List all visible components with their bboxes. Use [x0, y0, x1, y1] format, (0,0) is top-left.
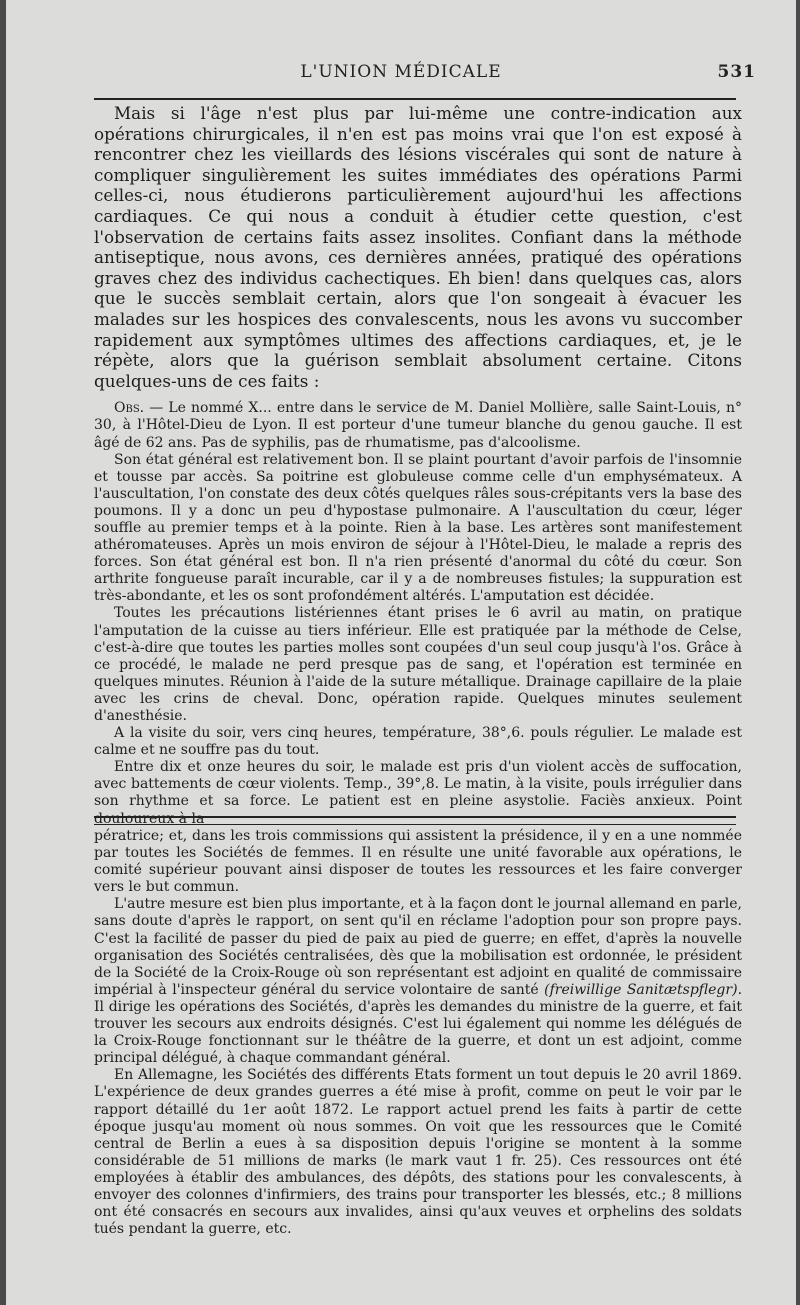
lower-paragraph-1: pératrice; et, dans les trois commissions qui assistent la présidence, il y en a une nommée par toutes les Sociétés de femmes. Il en résulte une unité favorable aux opérations, le comité supérieur pouvant ainsi disposer de toutes les ressources et les faire converger vers le but commun. — [94, 828, 742, 896]
lower-paragraph-2: L'autre mesure est bien plus importante, et à la façon dont le journal allemand en parle, sans doute d'après le rapport, on sent qu'il en réclame l'adoption pour son propre pays. C'est la facilité de passer du pied de paix au pied de guerre; en effet, d'après la nouvelle organisation des Sociétés centralisées, dès que la mobilisation est ordonnée, le président de la Société de la Croix-Rouge où son représentant est adjoint en qualité de commissaire impérial à l'inspecteur général du service volontaire de santé (freiwillige Sanitætspflegr). Il dirige les opérations des Sociétés, d'après les demandes du ministre de la guerre, et fait trouver les secours aux endroits désignés. C'est lui également qui nomme les délégués de la Croix-Rouge fonctionnant sur le théâtre de la guerre, et dont un est adjoint, comme principal délégué, à chaque commandant général. — [94, 896, 743, 1067]
intro-paragraph: Mais si l'âge n'est plus par lui-même une contre-indication aux opérations chirurgicales, il n'en est pas moins vrai que l'on est exposé à rencontrer chez les vieillards des lésions viscérales qui sont de nature à compliquer singulièrement les suites immédiates des opérations Parmi celles-ci, nous étudierons particulièrement aujourd'hui les affections cardiaques. Ce qui nous a conduit à étudier cette question, c'est l'observation de certains faits assez insolites. Confiant dans la méthode antiseptique, nous avons, ces dernières années, pratiqué des opérations graves chez des individus cachectiques. Eh bien! dans quelques cas, alors que le succès semblait certain, alors que l'on songeait à évacuer les malades sur les hospices des convalescents, nous les avons vu succomber rapidement aux symptômes ultimes des affections cardiaques, et, je le répète, alors que la guérison semblait absolument certaine. Citons quelques-uns de ces faits : — [94, 103, 742, 391]
article-top — [94, 103, 742, 828]
observation-paragraph — [94, 400, 742, 451]
case-paragraph-4: Entre dix et onze heures du soir, le malade est pris d'un violent accès de suffocation, avec battements de cœur violents. Temp., 39°,8. Le matin, à la visite, pouls irrégulier dans son rhythme et sa force. Le patient est en pleine asystolie. Faciès anxieux. Point douloureux à la — [94, 759, 742, 827]
german-term: (freiwillige Sanitætspflegr) — [544, 981, 738, 998]
obs-text: — Le nommé X... entre dans le service de M. Daniel Mollière, salle Saint-Louis, n° 30, à l'Hôtel-Dieu de Lyon. Il est porteur d'une tumeur blanche du genou gauche. Il est âgé de 62 ans. Pas de syphilis, pas de rhumatisme, pas d'alcoolisme. — [94, 400, 742, 451]
feuilleton-bottom — [94, 828, 742, 1238]
section-divider — [94, 816, 736, 818]
journal-title: L'UNION MÉDICALE — [300, 62, 502, 82]
page-number: 531 — [717, 62, 756, 82]
obs-label: Obs. — [114, 400, 145, 417]
case-paragraph-1: Son état général est relativement bon. Il se plaint pourtant d'avoir parfois de l'insomnie et tousse par accès. Sa poitrine est globuleuse comme celle d'un emphysémateux. A l'auscultation, l'on constate des deux côtés quelques râles sous-crépitants vers la base des poumons. Il y a donc un peu d'hypostase pulmonaire. A l'auscultation du cœur, léger souffle au premier temps et à la pointe. Rien à la base. Les artères sont manifestement athéromateuses. Après un mois environ de séjour à l'Hôtel-Dieu, le malade a repris des forces. Son état général est bon. Il n'a rien présenté d'anormal du côté du cœur. Son arthrite fongueuse paraît incurable, car il y a de nombreuses fistules; la suppuration est très-abondante, et les os sont profondément altérés. L'amputation est décidée. — [94, 451, 742, 605]
case-paragraph-3: A la visite du soir, vers cinq heures, température, 38°,6. pouls régulier. Le malade est calme et ne souffre pas du tout. — [94, 725, 742, 759]
lower-paragraph-3: En Allemagne, les Sociétés des différents Etats forment un tout depuis le 20 avril 1869. L'expérience de deux grandes guerres a été mise à profit, comme on peut le voir par le rapport détaillé du 1er août 1872. Le rapport actuel prend les faits à partir de cette époque jusqu'au moment où nous sommes. On voit que les ressources que le Comité central de Berlin a eues à sa disposition depuis l'origine se montent à la somme considérable de 51 millions de marks (le mark vaut 1 fr. 25). Ces ressources ont été employées à établir des ambulances, des dépôts, des stations pour les convalescents, à envoyer des colonnes d'infirmiers, des trains pour transporter les blessés, etc.; 8 millions ont été consacrés en secours aux invalides, ainsi qu'aux veuves et orphelins des soldats tués pendant la guerre, etc. — [94, 1067, 742, 1238]
header-rule — [94, 98, 736, 100]
section-divider-thin — [94, 824, 736, 825]
book-page — [6, 0, 796, 1305]
case-paragraph-2: Toutes les précautions listériennes étant prises le 6 avril au matin, on pratique l'amputation de la cuisse au tiers inférieur. Elle est pratiquée par la méthode de Celse, c'est-à-dire que toutes les parties molles sont coupées d'un seul coup jusqu'à l'os. Grâce à ce procédé, le malade ne perd presque pas de sang, et l'opération est terminée en quelques minutes. Réunion à l'aide de la suture métallique. Drainage capillaire de la plaie avec les crins de cheval. Donc, opération rapide. Quelques minutes seulement d'anesthésie. — [94, 605, 742, 724]
running-header — [46, 62, 756, 86]
